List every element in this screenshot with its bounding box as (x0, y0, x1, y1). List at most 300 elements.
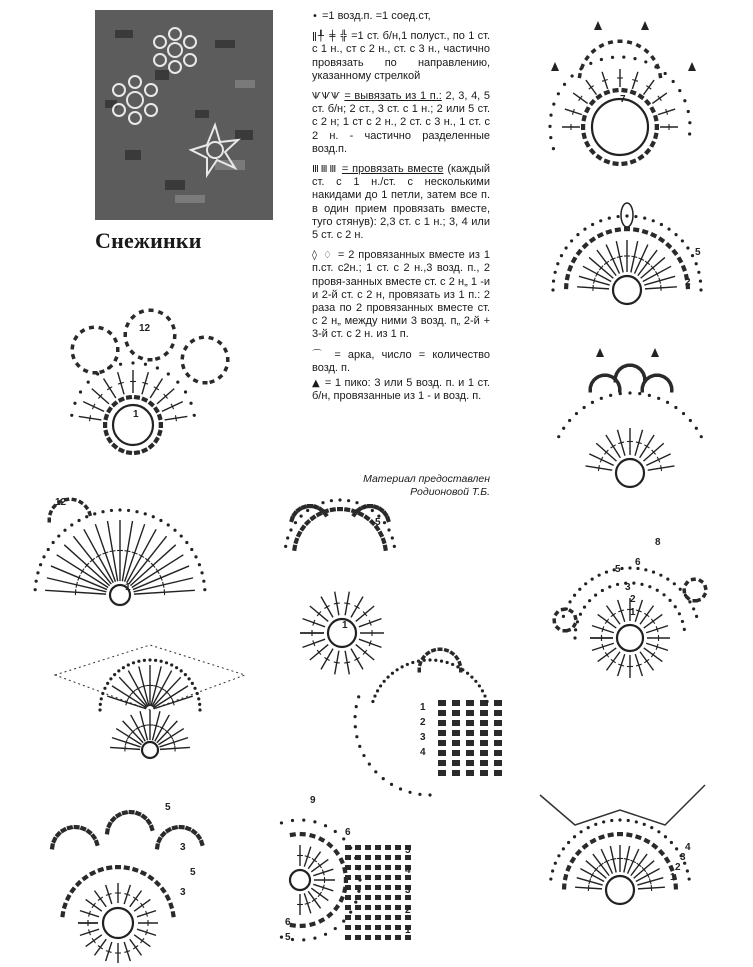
chain-dot (379, 684, 382, 687)
chain-stitch (333, 904, 340, 911)
chain-dot (549, 877, 552, 880)
chain-dot (390, 783, 393, 786)
chain-stitch (563, 874, 568, 881)
chain-dot (77, 519, 80, 522)
chain-stitch (140, 870, 147, 876)
chain-dot (173, 529, 176, 532)
chain-stitch (318, 917, 325, 924)
chain-stitch (598, 43, 604, 48)
block-stitch (385, 885, 391, 890)
chain-stitch (51, 836, 57, 843)
chain-dot (674, 406, 677, 409)
chain-dot (349, 846, 352, 849)
chain-dot (632, 582, 635, 585)
diagram-12 (530, 780, 715, 910)
chain-stitch (641, 388, 645, 393)
chain-dot (686, 246, 689, 249)
chain-stitch (123, 332, 127, 337)
chain-stitch (171, 911, 176, 918)
chain-dot (324, 933, 327, 936)
block-stitch (438, 760, 446, 766)
leaf-symbols-icon: ◊ ♢ (312, 250, 334, 262)
chain-dot (568, 600, 571, 603)
chain-stitch (627, 40, 633, 45)
chain-dot (376, 689, 379, 692)
chain-dot (578, 588, 581, 591)
chain-dot (342, 919, 345, 922)
chain-dot (330, 499, 333, 502)
chain-stitch (83, 504, 89, 510)
chain-dot (670, 841, 673, 844)
chain-stitch (90, 833, 97, 840)
block-stitch (452, 770, 460, 776)
chain-stitch (293, 537, 299, 544)
chain-stitch (180, 354, 184, 359)
chain-stitch (110, 816, 117, 823)
chain-stitch (703, 585, 708, 591)
chain-stitch (147, 874, 154, 881)
chain-stitch (562, 883, 567, 889)
chain-dot (306, 509, 309, 512)
block-stitch (395, 875, 401, 880)
chain-stitch (115, 865, 121, 869)
center-ring (617, 625, 643, 651)
chain-stitch (99, 369, 105, 374)
chain-dot (640, 583, 643, 586)
chain-dot (600, 397, 603, 400)
chain-dot (481, 689, 484, 692)
chain-stitch (612, 88, 618, 93)
chain-dot (549, 114, 552, 117)
chain-dot (557, 435, 560, 438)
legend-picot: ▲ = 1 пико: 3 или 5 возд. п. и 1 ст. б/н, провязанные из 1 - и возд. п. (312, 377, 490, 403)
block-stitch (385, 935, 391, 940)
chain-stitch (148, 400, 155, 407)
chain-dot (551, 288, 554, 291)
photo-artwork (95, 10, 273, 220)
chain-stitch (565, 274, 570, 281)
block-stitch (494, 740, 502, 746)
chain-stitch (178, 825, 184, 830)
chain-stitch (304, 519, 311, 526)
chain-dot (470, 675, 473, 678)
chain-dot (573, 594, 576, 597)
chain-dot (357, 695, 360, 698)
chain-stitch (605, 229, 612, 235)
stitch-bar (110, 551, 116, 552)
stitch-bar (175, 415, 176, 421)
chain-stitch (171, 324, 176, 330)
chain-dot (203, 588, 206, 591)
chain-dot (616, 215, 619, 218)
chain-stitch (684, 580, 690, 586)
block-stitch (480, 720, 488, 726)
block-stitch (375, 865, 381, 870)
chain-stitch (584, 141, 591, 148)
chain-stitch (425, 650, 431, 656)
chain-dot (451, 663, 454, 666)
chain-dot (387, 528, 390, 531)
chain-dot (675, 847, 678, 850)
chain-dot (197, 697, 200, 700)
chain-dot (609, 394, 612, 397)
chain-stitch (132, 867, 139, 873)
chain-dot (193, 414, 196, 417)
chain-dot (579, 613, 582, 616)
chain-dot (699, 279, 702, 282)
chain-dot (85, 515, 88, 518)
legend-arch: ⌒ = арка, число = количество возд. п. (312, 348, 491, 374)
chain-stitch (571, 256, 578, 263)
chain-stitch (621, 88, 627, 93)
chain-stitch (589, 148, 596, 155)
stitch-bar (617, 256, 623, 257)
chain-dot (347, 499, 350, 502)
row-number-label: 1 (133, 409, 139, 420)
block-stitch (395, 905, 401, 910)
chain-dot (428, 793, 431, 796)
chain-dot (286, 536, 289, 539)
block-stitch (345, 935, 351, 940)
row-number-label: 3 (180, 887, 186, 898)
row-number-label: 9 (310, 795, 316, 806)
chain-stitch (635, 834, 642, 840)
chain-stitch (209, 379, 215, 384)
chain-dot (36, 571, 39, 574)
row-number-label: 5 (405, 845, 411, 856)
chain-dot (118, 508, 121, 511)
chain-stitch (655, 124, 659, 130)
chain-dot (682, 412, 685, 415)
chain-dot (100, 697, 103, 700)
chain-dot (371, 700, 374, 703)
chain-dot (678, 612, 681, 615)
chain-dot (562, 427, 565, 430)
row-number-label: 2 (675, 862, 681, 873)
chain-dot (99, 703, 102, 706)
chain-dot (386, 675, 389, 678)
block-stitch (452, 750, 460, 756)
chain-stitch (677, 256, 684, 263)
chain-stitch (658, 73, 662, 78)
chain-stitch (157, 429, 163, 436)
block-stitch (355, 935, 361, 940)
picot-mark (688, 62, 696, 71)
chain-stitch (154, 880, 161, 887)
chain-dot (194, 555, 197, 558)
chain-dot (591, 223, 594, 226)
chain-dot (324, 824, 327, 827)
chain-stitch-icon: • (312, 11, 319, 22)
block-stitch (345, 895, 351, 900)
chain-dot (374, 770, 377, 773)
diagram-2 (520, 12, 725, 187)
chain-dot (588, 599, 591, 602)
chain-dot (564, 246, 567, 249)
chain-stitch (223, 366, 228, 372)
chain-dot (93, 512, 96, 515)
chain-dot (627, 819, 630, 822)
chain-dot (594, 823, 597, 826)
block-stitch (355, 885, 361, 890)
chain-stitch (691, 577, 696, 581)
chain-stitch (81, 874, 88, 881)
block-stitch (438, 710, 446, 716)
chain-stitch (608, 40, 614, 45)
chain-dot (200, 571, 203, 574)
chain-dot (583, 227, 586, 230)
chain-stitch (173, 334, 177, 339)
chain-dot (695, 615, 698, 618)
block-stitch (480, 750, 488, 756)
chain-stitch (107, 330, 113, 336)
chain-dot (63, 529, 66, 532)
chain-stitch (48, 518, 52, 523)
chain-stitch (630, 158, 637, 164)
chain-stitch (106, 865, 113, 870)
chain-stitch (575, 849, 582, 856)
chain-stitch (615, 227, 622, 232)
chain-dot (674, 605, 677, 608)
chain-dot (666, 578, 669, 581)
block-stitch (355, 915, 361, 920)
chain-stitch (598, 834, 605, 840)
chain-stitch (342, 886, 347, 893)
chain-stitch (603, 374, 608, 378)
chain-stitch (443, 648, 449, 653)
chain-stitch (582, 843, 589, 850)
chain-stitch (55, 831, 62, 838)
chain-dot (660, 223, 663, 226)
chain-dot (196, 692, 199, 695)
chain-dot (109, 677, 112, 680)
chain-stitch (584, 55, 590, 61)
chain-dot (202, 580, 205, 583)
stitch-bar (76, 582, 77, 588)
chain-stitch (344, 507, 351, 512)
chain-dot (184, 673, 187, 676)
chain-dot (635, 820, 638, 823)
chain-stitch (290, 832, 297, 837)
block-stitch (385, 855, 391, 860)
chain-dot (667, 227, 670, 230)
chain-dot (552, 147, 555, 150)
chain-stitch (643, 48, 649, 54)
chain-dot (562, 615, 565, 618)
chain-stitch (140, 813, 147, 820)
block-stitch (438, 740, 446, 746)
chain-dot (101, 692, 104, 695)
block-stitch (365, 845, 371, 850)
chain-dot (656, 589, 659, 592)
block-stitch (494, 750, 502, 756)
diagram-11 (255, 795, 420, 960)
chain-stitch (106, 436, 113, 443)
chain-dot (674, 233, 677, 236)
chain-dot (601, 589, 604, 592)
block-stitch (452, 730, 460, 736)
chain-dot (664, 835, 667, 838)
chain-stitch (309, 833, 316, 839)
row-number-label: 3 (680, 852, 686, 863)
chain-stitch (603, 89, 610, 95)
chain-dot (691, 254, 694, 257)
chain-dot (552, 103, 555, 106)
center-ring (290, 870, 310, 890)
chain-stitch (89, 870, 96, 876)
block-stitch (345, 915, 351, 920)
chain-dot (198, 563, 201, 566)
chain-dot (485, 700, 488, 703)
diagram-9 (360, 630, 530, 795)
chain-dot (321, 501, 324, 504)
block-stitch (438, 770, 446, 776)
chain-dot (52, 541, 55, 544)
chain-dot (119, 363, 122, 366)
chain-dot (383, 680, 386, 683)
chain-stitch (644, 99, 651, 106)
row-number-label: 5 (695, 247, 701, 258)
picot-icon: ▲ (312, 378, 322, 390)
chain-stitch (589, 99, 596, 106)
chain-stitch (607, 832, 614, 837)
chain-dot (117, 669, 120, 672)
chain-dot (184, 390, 187, 393)
chain-dot (549, 136, 552, 139)
block-stitch (365, 925, 371, 930)
chain-dot (611, 56, 614, 59)
row-number-label: 1 (630, 607, 636, 618)
chain-stitch (165, 315, 171, 321)
row-number-label: 6 (285, 917, 291, 928)
block-stitch (480, 710, 488, 716)
chain-dot (567, 841, 570, 844)
block-stitch (355, 925, 361, 930)
chain-dot (291, 819, 294, 822)
outline-path (540, 785, 705, 825)
chain-stitch (650, 374, 656, 379)
chain-dot (180, 669, 183, 672)
chain-stitch (160, 886, 167, 893)
block-stitch (375, 905, 381, 910)
chain-dot (39, 563, 42, 566)
chain-dot (383, 521, 386, 524)
chain-dot (313, 504, 316, 507)
chain-stitch (565, 865, 571, 872)
chain-stitch (141, 396, 148, 402)
chain-stitch (113, 337, 118, 343)
chain-dot (408, 791, 411, 794)
legend-work-into-one: ѰѰѰ = вывязать из 1 п.: 2, 3, 4, 5 ст. б/н; 2 ст., 3 ст. с 1 н.; 2 или 5 ст. с 2 н; 1 ст с 2 н., 2 ст. с 3 н., 1 ст. с 2 н. - частично разделенные возд.п. (312, 90, 490, 155)
chain-dot (683, 628, 686, 631)
block-stitch (395, 885, 401, 890)
chain-stitch (363, 514, 370, 521)
chain-dot (57, 534, 60, 537)
chain-dot (662, 593, 665, 596)
chain-dot (664, 72, 667, 75)
chain-dot (355, 501, 358, 504)
chain-dot (686, 869, 689, 872)
chain-dot (563, 83, 566, 86)
chain-stitch (71, 354, 76, 360)
block-stitch (375, 875, 381, 880)
chain-dot (284, 545, 287, 548)
block-stitch (480, 760, 488, 766)
chain-dot (643, 823, 646, 826)
chain-stitch (568, 608, 574, 614)
chain-stitch (339, 857, 345, 864)
row-number-label: 4 (685, 842, 691, 853)
chain-dot (191, 682, 194, 685)
chain-stitch (603, 158, 610, 164)
row-number-label: 5 (615, 564, 621, 575)
snowflakes-photo (95, 10, 273, 220)
chain-dot (180, 534, 183, 537)
chain-dot (190, 548, 193, 551)
block-stitch (375, 925, 381, 930)
chain-stitch (309, 514, 316, 521)
chain-stitch (581, 124, 585, 130)
chain-stitch (333, 849, 340, 856)
chain-stitch (185, 372, 191, 378)
chain-dot (583, 605, 586, 608)
chain-stitch (581, 132, 587, 139)
block-stitch (494, 700, 502, 706)
chain-dot (107, 366, 110, 369)
chain-dot (554, 271, 557, 274)
chain-stitch (344, 877, 348, 883)
chain-stitch (105, 828, 110, 835)
chain-stitch (185, 826, 192, 832)
chain-dot (334, 830, 337, 833)
chain-stitch (383, 545, 388, 552)
chain-dot (560, 254, 563, 257)
chain-stitch (126, 395, 133, 400)
credit: Материал предоставлен Родионовой Т.Б. (363, 473, 490, 498)
chain-dot (313, 820, 316, 823)
chain-stitch (155, 356, 161, 361)
chain-stitch (158, 310, 164, 315)
chain-stitch (555, 625, 561, 631)
row-number-label: 7 (620, 94, 626, 105)
chain-dot (122, 666, 125, 669)
chain-dot (127, 663, 130, 666)
chain-stitch (118, 447, 125, 453)
legend-work-together: ⅢⅢⅢ = провязать вместе (каждый ст. с 1 н./ст. с несколькими накидами до 1 петли, затем все п. в один прием провязать вместе, туго стянув): 2,3 ст. с 1 н.; 3, 4 или 5 ст. с 2 н. (312, 163, 491, 242)
block-stitch (365, 935, 371, 940)
stitch-bar (610, 859, 616, 860)
chain-dot (598, 574, 601, 577)
block-stitch (494, 710, 502, 716)
chain-dot (573, 835, 576, 838)
chain-dot (628, 566, 631, 569)
chain-stitch (650, 232, 657, 238)
chain-dot (633, 57, 636, 60)
chain-dot (349, 911, 352, 914)
chain-stitch (129, 349, 135, 355)
chain-stitch (69, 886, 76, 893)
chain-dot (659, 574, 662, 577)
chain-stitch (584, 106, 591, 113)
chain-stitch (87, 511, 92, 517)
block-stitch (438, 700, 446, 706)
chain-dot (96, 372, 99, 375)
chain-stitch (126, 450, 133, 455)
chain-dot (152, 515, 155, 518)
chain-dot (70, 523, 73, 526)
chain-dot (576, 233, 579, 236)
chain-stitch (569, 856, 576, 863)
